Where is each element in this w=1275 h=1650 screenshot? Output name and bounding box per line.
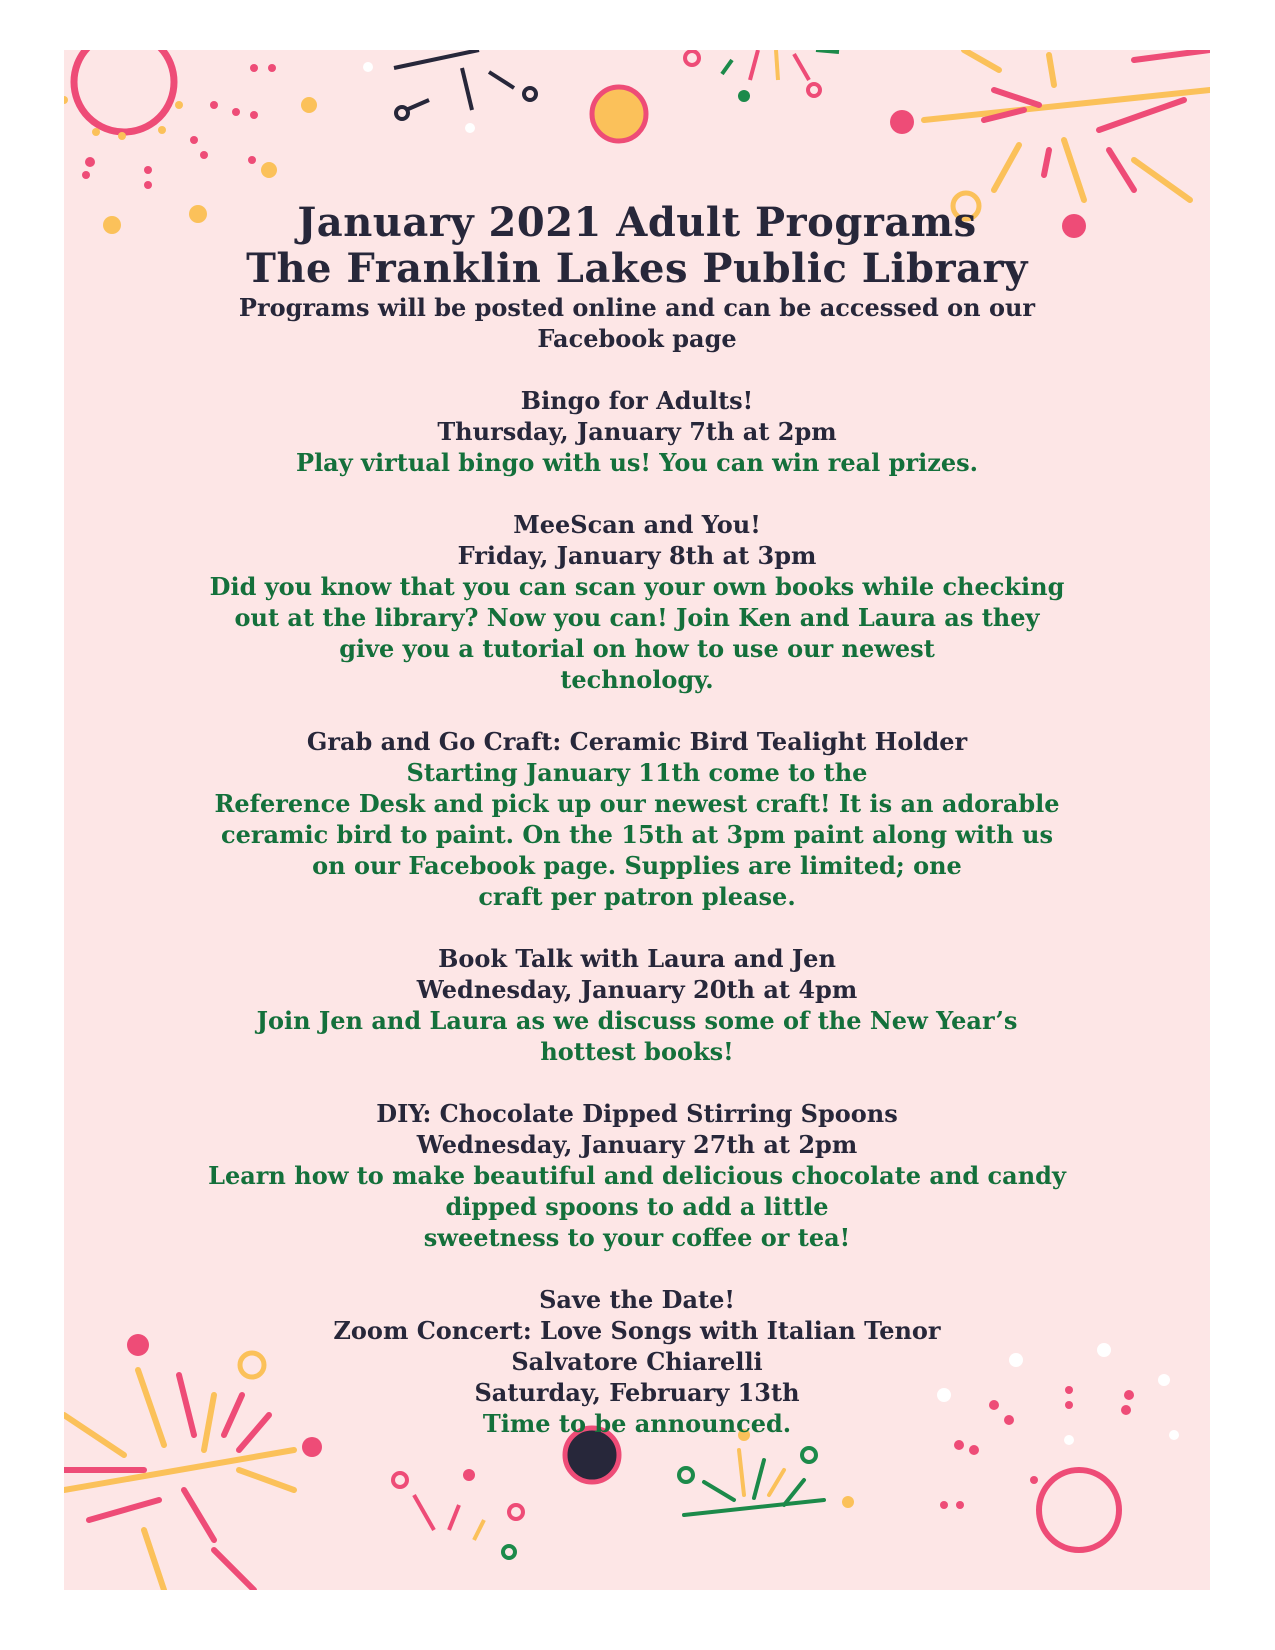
event-note: Time to be announced. <box>482 1409 792 1438</box>
event-title: Grab and Go Craft: Ceramic Bird Tealight Holder <box>306 727 968 756</box>
sun-circle-decoration <box>592 87 646 141</box>
burst-decoration <box>393 1473 523 1558</box>
event-description: ceramic bird to paint. On the 15th at 3pm paint along with us <box>221 820 1053 849</box>
event-description: Reference Desk and pick up our newest craft! It is an adorable <box>214 789 1060 818</box>
burst-decoration <box>924 50 1210 200</box>
event-title: Salvatore Chiarelli <box>511 1347 763 1376</box>
subtitle-line: Facebook page <box>537 324 737 353</box>
library-name: The Franklin Lakes Public Library <box>246 245 1028 292</box>
event-description: out at the library? Now you can! Join Ken and Laura as they <box>234 603 1040 632</box>
event-date: Saturday, February 13th <box>474 1378 800 1407</box>
event-description: Learn how to make beautiful and delicious chocolate and candy <box>208 1161 1066 1190</box>
page-title: January 2021 Adult Programs <box>297 199 977 246</box>
dots-decoration <box>82 64 276 189</box>
event-title: DIY: Chocolate Dipped Stirring Spoons <box>376 1099 898 1128</box>
ring-decoration <box>1039 1470 1119 1550</box>
event-date: Wednesday, January 27th at 2pm <box>416 1130 858 1159</box>
flyer <box>64 50 1210 1590</box>
event-description: on our Facebook page. Supplies are limited; one <box>312 851 962 880</box>
event-date: Thursday, January 7th at 2pm <box>437 417 837 446</box>
event-title: MeeScan and You! <box>513 510 761 539</box>
burst-decoration <box>679 1448 824 1515</box>
event-description: Join Jen and Laura as we discuss some of the New Year’s <box>256 1006 1018 1035</box>
event-bingo <box>124 385 1150 478</box>
event-description: Play virtual bingo with us! You can win real prizes. <box>296 448 978 477</box>
event-description: sweetness to your coffee or tea! <box>423 1223 851 1252</box>
event-description: Starting January 11th come to the <box>406 758 868 787</box>
event-craft <box>124 726 1150 912</box>
flyer-content <box>124 200 1150 1439</box>
event-title: Bingo for Adults! <box>520 386 754 415</box>
burst-decoration <box>394 50 536 119</box>
burst-decoration <box>685 50 839 96</box>
ring-decoration <box>74 50 174 132</box>
event-title: Zoom Concert: Love Songs with Italian Tenor <box>333 1316 941 1345</box>
event-date: Wednesday, January 20th at 4pm <box>416 975 858 1004</box>
save-the-date <box>124 1284 1150 1439</box>
event-description: hottest books! <box>540 1037 734 1066</box>
event-book-talk <box>124 943 1150 1067</box>
save-the-date-heading: Save the Date! <box>539 1285 735 1314</box>
event-description: craft per patron please. <box>478 882 796 911</box>
event-date: Friday, January 8th at 3pm <box>457 541 817 570</box>
event-diy-spoons <box>124 1098 1150 1253</box>
event-description: Did you know that you can scan your own books while checking <box>209 572 1065 601</box>
event-description: give you a tutorial on how to use our newest <box>339 634 935 663</box>
event-description: technology. <box>560 665 714 694</box>
subtitle-line: Programs will be posted online and can be accessed on our <box>238 293 1036 322</box>
event-description: dipped spoons to add a little <box>445 1192 829 1221</box>
event-title: Book Talk with Laura and Jen <box>438 944 836 973</box>
event-meescan <box>124 509 1150 695</box>
